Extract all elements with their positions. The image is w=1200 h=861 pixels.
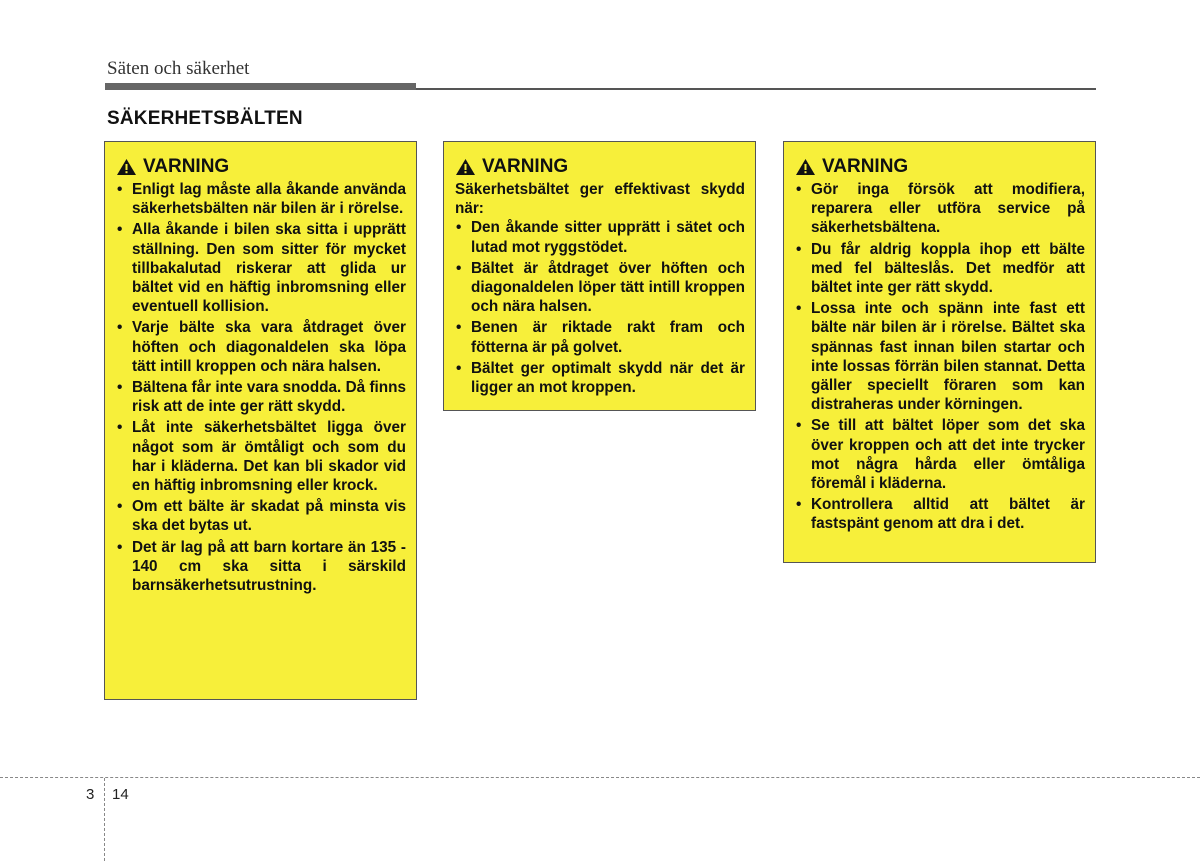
list-item: • Benen är riktade rakt fram och fötterna är på golvet. [455,318,745,356]
list-item: • Om ett bälte är skadat på minsta vis ska det bytas ut. [116,497,406,535]
warning-list [455,218,745,397]
warning-box-1 [104,141,417,700]
warning-triangle-icon [455,158,476,176]
page-title: SÄKERHETSBÄLTEN [107,108,303,129]
list-item: • Kontrollera alltid att bältet är fastspänt genom att dra i det. [795,495,1085,533]
footer-dashed-rule [0,777,1200,778]
warning-heading-text: VARNING [822,156,909,177]
warning-heading [455,155,745,179]
list-item: • Enligt lag måste alla åkande använda säkerhetsbälten när bilen är i rörelse. [116,180,406,218]
footer-vertical-dashed-rule [104,778,105,861]
page-number: 14 [112,786,129,803]
header-rule-thick [105,83,416,90]
list-item: • Det är lag på att barn kortare än 135 - 140 cm ska sitta i särskild barnsäkerhetsutrustning. [116,538,406,596]
section-header: Säten och säkerhet [107,58,250,79]
warning-list [116,180,406,595]
warning-heading-text: VARNING [482,156,569,177]
chapter-number: 3 [86,786,95,803]
warning-triangle-icon [116,158,137,176]
warning-box-2 [443,141,756,411]
list-item: • Bältena får inte vara snodda. Då finns risk att de inte ger rätt skydd. [116,378,406,416]
warning-list [795,180,1085,534]
list-item: • Gör inga försök att modifiera, reparera eller utföra service på säkerhetsbältena. [795,180,1085,238]
warning-heading [116,155,406,179]
list-item: • Se till att bältet löper som det ska över kroppen och att det inte trycker mot några hårda eller ömtåliga föremål i kläderna. [795,416,1085,493]
warning-heading [795,155,1085,179]
header-rule-thin [416,88,1096,90]
list-item: • Alla åkande i bilen ska sitta i upprätt ställning. Den som sitter för mycket tillbakalutad riskerar att glida ur bältet vid en häftig inbromsning eller eventuell kollision. [116,220,406,316]
list-item: • Låt inte säkerhetsbältet ligga över något som är ömtåligt och som du har i kläderna. Det kan bli skador vid en häftig inbromsning eller krock. [116,418,406,495]
list-item: • Bältet ger optimalt skydd när det är ligger an mot kroppen. [455,359,745,397]
list-item: • Den åkande sitter upprätt i sätet och lutad mot ryggstödet. [455,218,745,256]
warning-triangle-icon [795,158,816,176]
warning-box-3 [783,141,1096,563]
list-item: • Varje bälte ska vara åtdraget över höften och diagonaldelen ska löpa tätt intill kroppen och nära halsen. [116,318,406,376]
list-item: • Lossa inte och spänn inte fast ett bälte när bilen är i rörelse. Bältet ska spännas fast innan bilen startar och inte lossas förrän bilen stannat. Detta gäller speciellt föraren som kan distraheras under körningen. [795,299,1085,414]
list-item: • Bältet är åtdraget över höften och diagonaldelen löper tätt intill kroppen och nära halsen. [455,259,745,317]
warning-heading-text: VARNING [143,156,230,177]
warning-intro: Säkerhetsbältet ger effektivast skydd när: [455,181,745,218]
list-item: • Du får aldrig koppla ihop ett bälte med fel bälteslås. Det medför att bältet inte ger rätt skydd. [795,240,1085,298]
